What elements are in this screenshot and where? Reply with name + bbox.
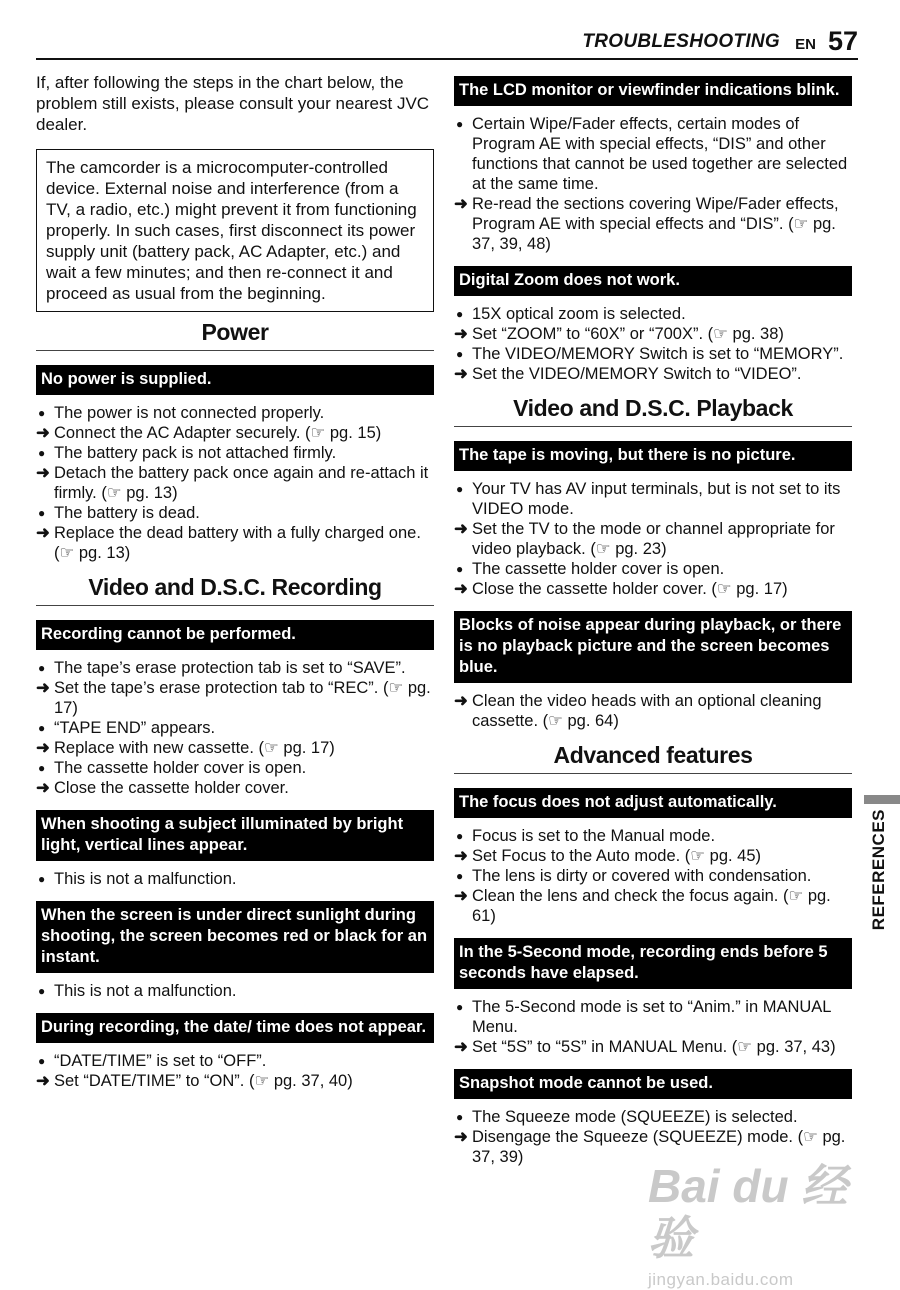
problem-items: [36, 658, 434, 798]
item-text: “TAPE END” appears.: [54, 719, 216, 737]
item-text: “DATE/TIME” is set to “OFF”.: [54, 1052, 267, 1070]
bullet-icon: ●: [38, 984, 46, 998]
remedy-item: [454, 691, 852, 731]
problem-items: [454, 1107, 852, 1167]
arrow-icon: ➜: [454, 692, 468, 710]
item-text: The cassette holder cover is open.: [472, 560, 725, 578]
bullet-icon: ●: [456, 1110, 464, 1124]
section-heading-playback: Video and D.S.C. Playback: [454, 396, 852, 427]
bullet-icon: ●: [456, 347, 464, 361]
problem-title: The tape is moving, but there is no picture.: [454, 441, 852, 471]
section-heading-recording: Video and D.S.C. Recording: [36, 575, 434, 606]
right-column: [454, 76, 852, 1179]
item-text: The lens is dirty or covered with condensation.: [472, 867, 812, 885]
intro-text: If, after following the steps in the chart below, the problem still exists, please consult your nearest JVC dealer.: [36, 73, 430, 134]
cause-item: [36, 718, 434, 738]
item-text: 15X optical zoom is selected.: [472, 305, 686, 323]
cause-item: [454, 997, 852, 1037]
bullet-icon: ●: [38, 761, 46, 775]
arrow-icon: ➜: [454, 580, 468, 598]
arrow-icon: ➜: [454, 365, 468, 383]
cause-item: [36, 758, 434, 778]
item-text: The 5-Second mode is set to “Anim.” in MANUAL Menu.: [472, 998, 831, 1036]
language-code: EN: [795, 36, 816, 53]
item-text: Set the tape’s erase protection tab to “REC”. (☞ pg. 17): [54, 679, 431, 717]
section-heading-advanced: Advanced features: [454, 743, 852, 774]
cause-item: [454, 559, 852, 579]
cause-item: [36, 658, 434, 678]
item-text: Set Focus to the Auto mode. (☞ pg. 45): [472, 847, 762, 865]
problem-group: [36, 365, 434, 563]
page-number: 57: [827, 26, 858, 56]
bullet-icon: ●: [456, 307, 464, 321]
remedy-item: [36, 1071, 434, 1091]
arrow-icon: ➜: [454, 325, 468, 343]
cause-item: [454, 866, 852, 886]
item-text: Connect the AC Adapter securely. (☞ pg. 15): [54, 424, 382, 442]
item-text: The cassette holder cover is open.: [54, 759, 307, 777]
item-text: Set the VIDEO/MEMORY Switch to “VIDEO”.: [472, 365, 802, 383]
problem-title: Recording cannot be performed.: [36, 620, 434, 650]
item-text: Replace the dead battery with a fully charged one. (☞ pg. 13): [54, 524, 421, 562]
item-text: Re-read the sections covering Wipe/Fader effects, Program AE with special effects and “DIS”. (☞ pg. 37, 39, 48): [472, 195, 839, 253]
item-text: Focus is set to the Manual mode.: [472, 827, 716, 845]
tab-marker: [864, 795, 900, 804]
bullet-icon: ●: [38, 506, 46, 520]
side-tab-label: REFERENCES: [869, 809, 888, 931]
arrow-icon: ➜: [36, 464, 50, 482]
cause-item: [454, 479, 852, 519]
item-text: Close the cassette holder cover. (☞ pg. 17): [472, 580, 788, 598]
item-text: Close the cassette holder cover.: [54, 779, 289, 797]
remedy-item: [36, 738, 434, 758]
problem-group: [454, 441, 852, 599]
arrow-icon: ➜: [36, 779, 50, 797]
problem-items: [454, 997, 852, 1057]
item-text: The Squeeze mode (SQUEEZE) is selected.: [472, 1108, 798, 1126]
problem-group: [454, 1069, 852, 1167]
problem-items: [454, 691, 852, 731]
item-text: Set “DATE/TIME” to “ON”. (☞ pg. 37, 40): [54, 1072, 353, 1090]
problem-group: [36, 901, 434, 1001]
item-text: Clean the lens and check the focus again. (☞ pg. 61): [472, 887, 831, 925]
cause-item: [36, 443, 434, 463]
remedy-item: [454, 846, 852, 866]
bullet-icon: ●: [38, 661, 46, 675]
cause-item: [36, 503, 434, 523]
remedy-item: [454, 579, 852, 599]
remedy-item: [36, 463, 434, 503]
remedy-item: [454, 364, 852, 384]
cause-item: [454, 304, 852, 324]
bullet-icon: ●: [456, 482, 464, 496]
section-title: TROUBLESHOOTING: [582, 31, 780, 52]
problem-title: During recording, the date/ time does not appear.: [36, 1013, 434, 1043]
remedy-item: [454, 1037, 852, 1057]
problem-title: No power is supplied.: [36, 365, 434, 395]
arrow-icon: ➜: [454, 1038, 468, 1056]
problem-group: [36, 620, 434, 798]
problem-items: [454, 114, 852, 254]
problem-group: [454, 788, 852, 926]
bullet-icon: ●: [456, 869, 464, 883]
problem-group: [454, 938, 852, 1057]
cause-item: [36, 403, 434, 423]
bullet-icon: ●: [38, 872, 46, 886]
problem-title: When shooting a subject illuminated by bright light, vertical lines appear.: [36, 810, 434, 861]
page-header: [36, 28, 858, 60]
problem-group: [36, 1013, 434, 1091]
bullet-icon: ●: [456, 829, 464, 843]
arrow-icon: ➜: [454, 847, 468, 865]
problem-items: [36, 869, 434, 889]
section-heading-power: Power: [36, 320, 434, 351]
bullet-icon: ●: [38, 446, 46, 460]
problem-title: Digital Zoom does not work.: [454, 266, 852, 296]
arrow-icon: ➜: [454, 1128, 468, 1146]
remedy-item: [454, 194, 852, 254]
bullet-icon: ●: [456, 117, 464, 131]
watermark: [648, 1160, 848, 1289]
problem-title: Snapshot mode cannot be used.: [454, 1069, 852, 1099]
remedy-item: [454, 886, 852, 926]
arrow-icon: ➜: [454, 887, 468, 905]
remedy-item: [454, 324, 852, 344]
item-text: This is not a malfunction.: [54, 982, 237, 1000]
problem-items: [36, 1051, 434, 1091]
watermark-url: jingyan.baidu.com: [648, 1270, 794, 1289]
problem-title: The LCD monitor or viewfinder indications blink.: [454, 76, 852, 106]
problem-items: [36, 403, 434, 563]
problem-items: [454, 479, 852, 599]
cause-item: [454, 826, 852, 846]
problem-group: [454, 266, 852, 384]
problem-group: [454, 611, 852, 731]
problem-items: [454, 826, 852, 926]
item-text: Disengage the Squeeze (SQUEEZE) mode. (☞ pg. 37, 39): [472, 1128, 846, 1166]
bullet-icon: ●: [38, 721, 46, 735]
problem-title: The focus does not adjust automatically.: [454, 788, 852, 818]
cause-item: [454, 1107, 852, 1127]
arrow-icon: ➜: [454, 520, 468, 538]
remedy-item: [36, 523, 434, 563]
item-text: The power is not connected properly.: [54, 404, 325, 422]
problem-items: [36, 981, 434, 1001]
remedy-item: [36, 778, 434, 798]
arrow-icon: ➜: [36, 1072, 50, 1090]
arrow-icon: ➜: [36, 739, 50, 757]
note-box: The camcorder is a microcomputer-controlled device. External noise and interference (from a TV, a radio, etc.) might prevent it from functioning properly. In such cases, first disconnect its power supply unit (battery pack, AC Adapter, etc.) and wait a few minutes; and then re-connect it and proceed as usual from the beginning.: [36, 149, 434, 312]
item-text: The battery pack is not attached firmly.: [54, 444, 337, 462]
item-text: Set the TV to the mode or channel appropriate for video playback. (☞ pg. 23): [472, 520, 835, 558]
item-text: Set “5S” to “5S” in MANUAL Menu. (☞ pg. 37, 43): [472, 1038, 836, 1056]
arrow-icon: ➜: [36, 679, 50, 697]
remedy-item: [36, 678, 434, 718]
remedy-item: [36, 423, 434, 443]
arrow-icon: ➜: [36, 424, 50, 442]
watermark-brand: Bai du 经验: [648, 1160, 848, 1264]
item-text: Detach the battery pack once again and re-attach it firmly. (☞ pg. 13): [54, 464, 429, 502]
problem-group: [36, 810, 434, 889]
cause-item: [454, 114, 852, 194]
item-text: The tape’s erase protection tab is set to “SAVE”.: [54, 659, 406, 677]
cause-item: [36, 869, 434, 889]
item-text: Clean the video heads with an optional cleaning cassette. (☞ pg. 64): [472, 692, 822, 730]
cause-item: [36, 981, 434, 1001]
problem-title: Blocks of noise appear during playback, or there is no playback picture and the screen becomes blue.: [454, 611, 852, 683]
problem-group: [454, 76, 852, 254]
bullet-icon: ●: [456, 1000, 464, 1014]
item-text: This is not a malfunction.: [54, 870, 237, 888]
item-text: Replace with new cassette. (☞ pg. 17): [54, 739, 335, 757]
bullet-icon: ●: [456, 562, 464, 576]
cause-item: [454, 344, 852, 364]
cause-item: [36, 1051, 434, 1071]
problem-title: In the 5-Second mode, recording ends before 5 seconds have elapsed.: [454, 938, 852, 989]
arrow-icon: ➜: [454, 195, 468, 213]
problem-items: [454, 304, 852, 384]
item-text: The battery is dead.: [54, 504, 200, 522]
references-side-tab: [864, 795, 900, 931]
bullet-icon: ●: [38, 406, 46, 420]
remedy-item: [454, 519, 852, 559]
arrow-icon: ➜: [36, 524, 50, 542]
item-text: Certain Wipe/Fader effects, certain modes of Program AE with special effects, “DIS” and other functions that cannot be used together are selected at the same time.: [472, 115, 848, 193]
problem-title: When the screen is under direct sunlight during shooting, the screen becomes red or black for an instant.: [36, 901, 434, 973]
item-text: Your TV has AV input terminals, but is not set to its VIDEO mode.: [472, 480, 841, 518]
left-column: [36, 72, 434, 1103]
item-text: Set “ZOOM” to “60X” or “700X”. (☞ pg. 38): [472, 325, 784, 343]
bullet-icon: ●: [38, 1054, 46, 1068]
item-text: The VIDEO/MEMORY Switch is set to “MEMORY”.: [472, 345, 844, 363]
